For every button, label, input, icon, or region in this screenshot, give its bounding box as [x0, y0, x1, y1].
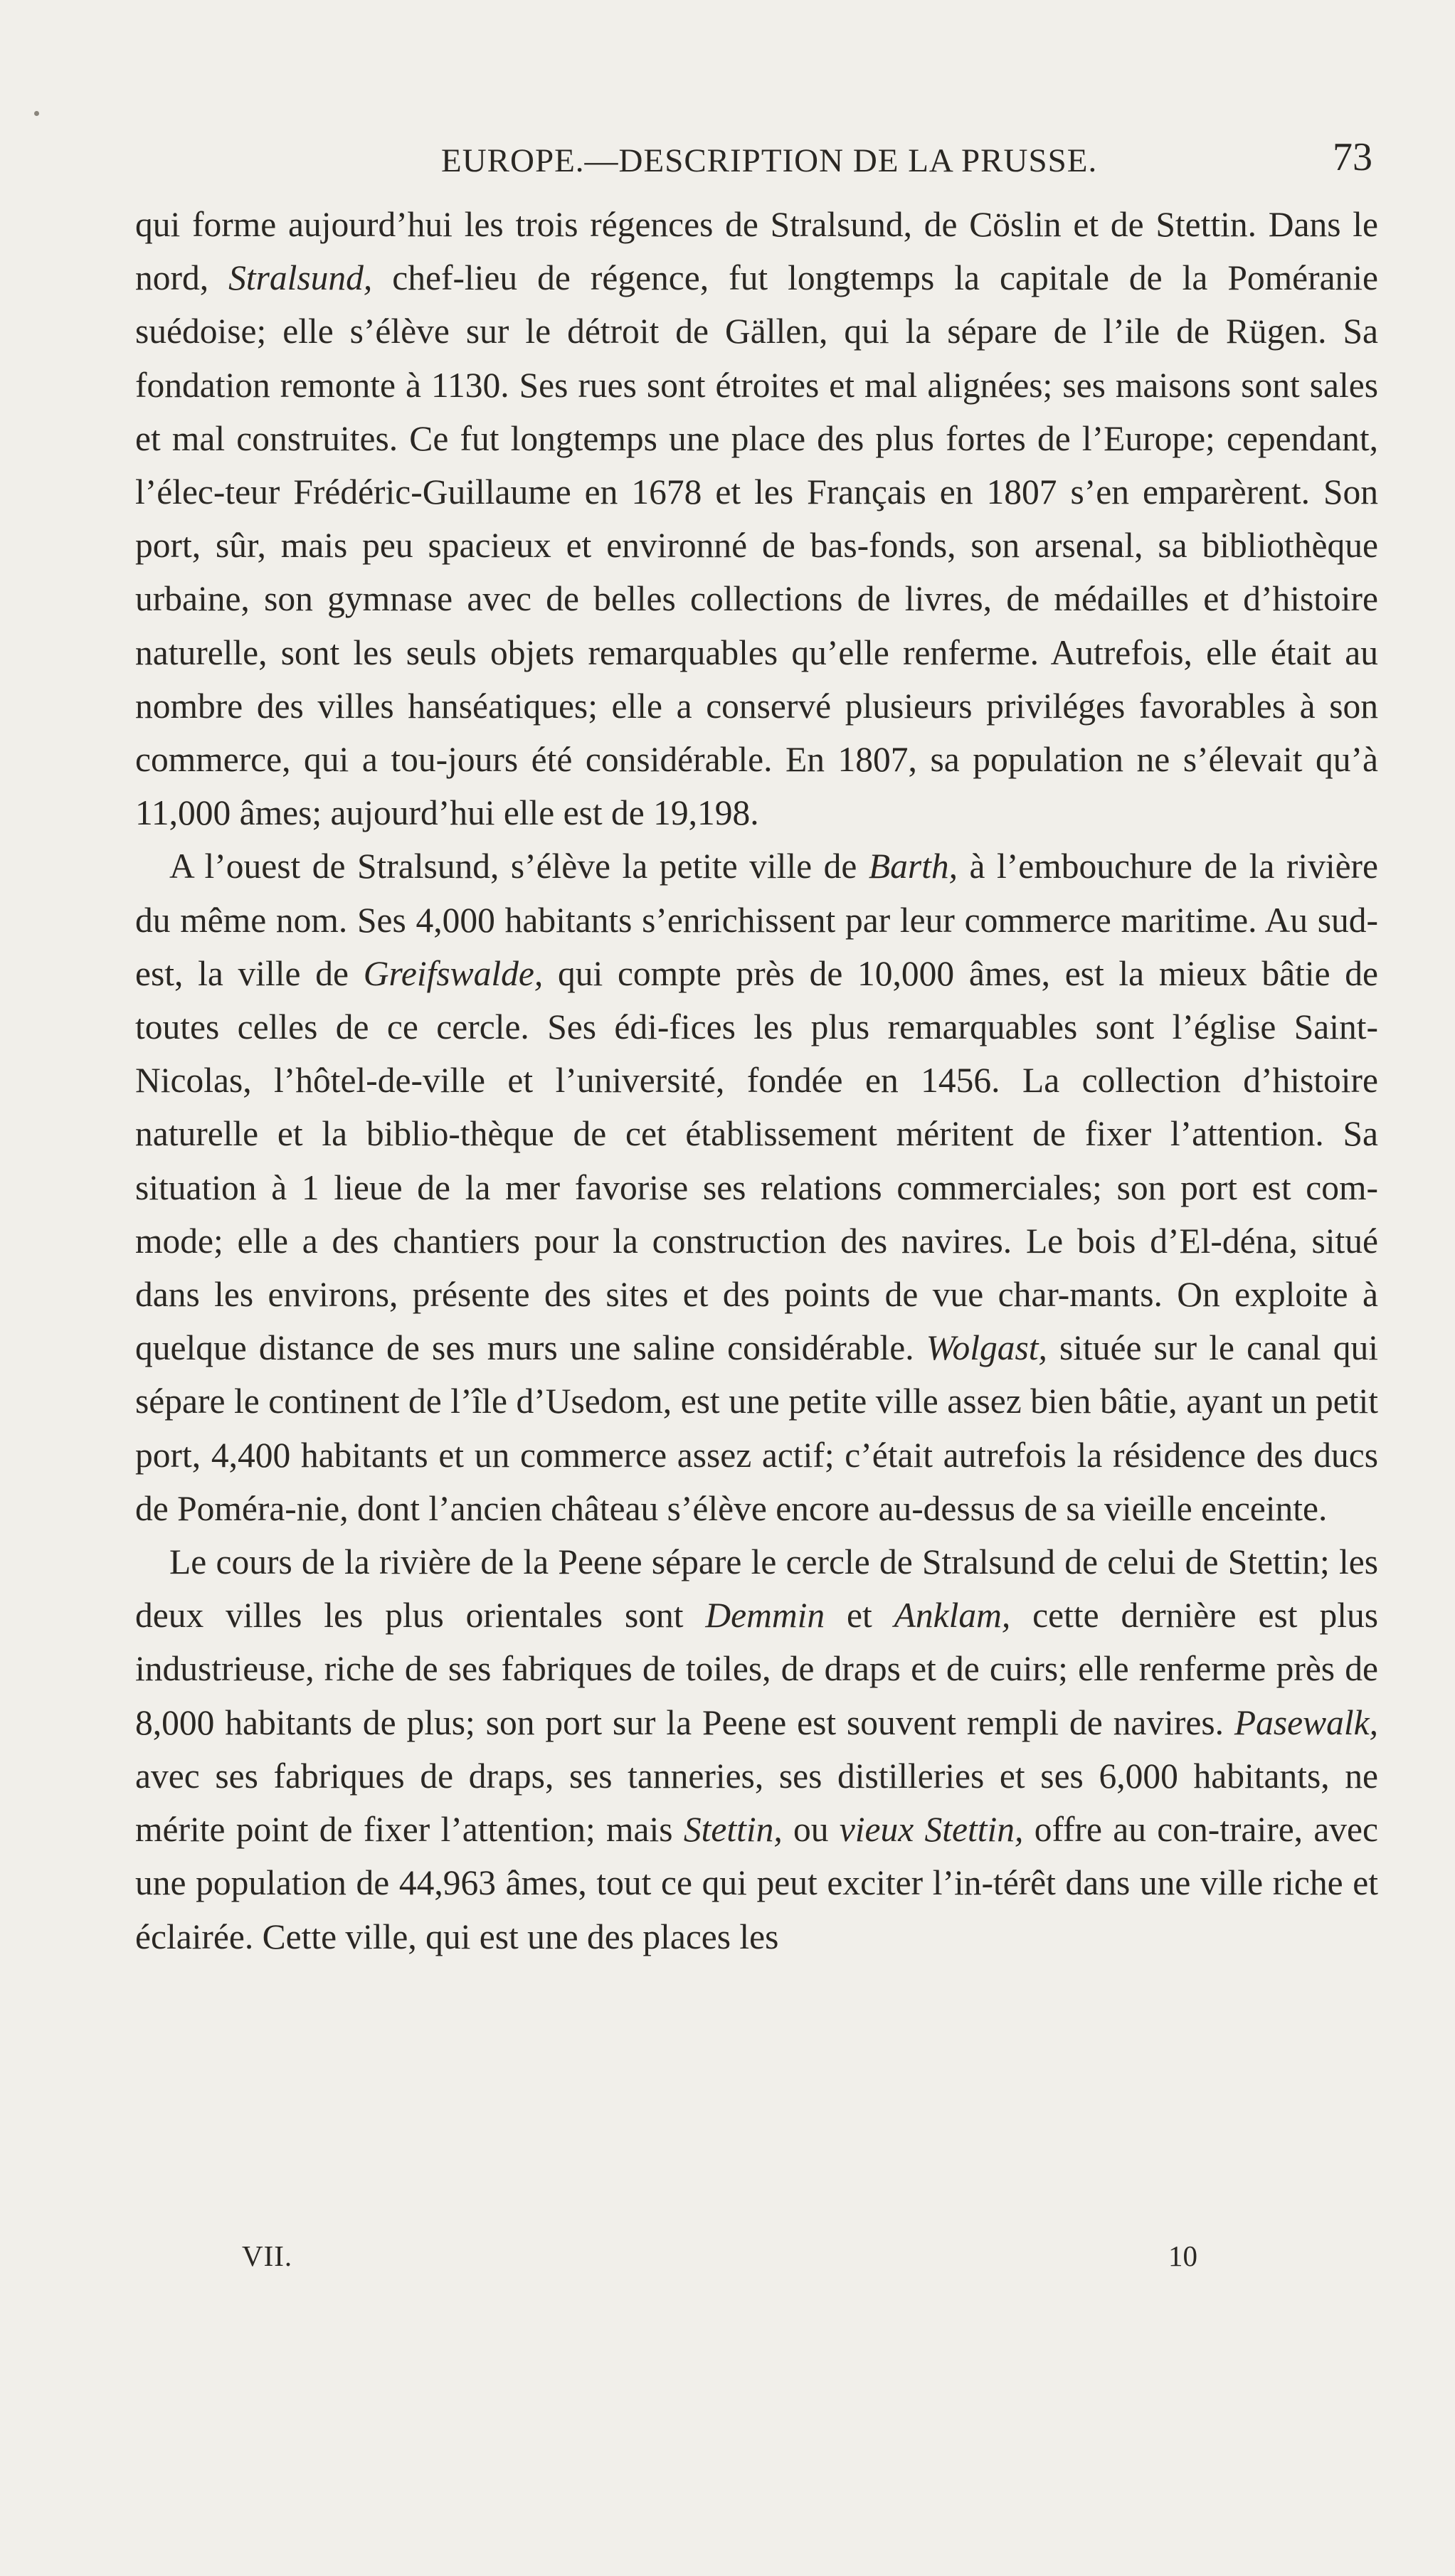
place-name: Pasewalk,	[1234, 1702, 1378, 1742]
text-run: chef-lieu de régence, fut longtemps la capitale de la Poméranie suédoise; elle s’élève sur le détroit de Gällen, qui la sépare de l’ile de Rügen. Sa fondation remonte à 1130. Ses rues sont étroites et mal alignées; ses maisons sont sales et mal construites. Ce fut longtemps une place des plus fortes de l’Europe; cependant, l’élec-teur Frédéric-Guillaume en 1678 et les Français en 1807 s’en emparèrent. Son port, sûr, mais peu spacieux et environné de bas-fonds, son arsenal, sa bibliothèque urbaine, son gymnase avec de belles collections de livres, de médailles et d’histoire naturelle, sont les seuls objets remarquables qu’elle renferme. Autrefois, elle était au nombre des villes hanséatiques; elle a conservé plusieurs priviléges favorables à son commerce, qui a tou-jours été considérable. En 1807, sa population ne s’élevait qu’à 11,000 âmes; aujourd’hui elle est de 19,198.	[135, 258, 1379, 833]
text-run: Le cours de la rivière de la Peene sépare le cercle de Stralsund de celui de Stettin; les deux villes les plus orientales sont	[135, 1542, 1378, 1636]
running-title: EUROPE.—DESCRIPTION DE LA PRUSSE.	[441, 142, 1098, 179]
text-run: avec ses fabriques de draps, ses tanneries, ses distilleries et ses 6,000 habitants, ne mérite point de fixer l’attention; mais	[135, 1756, 1378, 1850]
paper-speck	[34, 111, 39, 116]
page-footer	[135, 2239, 1378, 2281]
place-name: Stralsund,	[228, 258, 373, 298]
text-run: à l’embouchure de la rivière du même nom. Ses 4,000 habitants s’enrichissent par leur commerce maritime. Au sud-est, la ville de	[135, 847, 1378, 993]
text-run: offre au con-traire, avec une population de 44,963 âmes, tout ce qui peut exciter l’in-térêt dans une ville riche et éclairée. Cette ville, qui est une des places les	[135, 1810, 1379, 1956]
text-run: cette dernière est plus industrieuse, riche de ses fabriques de toiles, de draps et de cuirs; elle renferme près de 8,000 habitants de plus; son port sur la Peene est souvent rempli de navires.	[135, 1596, 1378, 1742]
text-run: A l’ouest de Stralsund, s’élève la petite ville de	[169, 847, 869, 886]
place-name: Demmin	[705, 1596, 825, 1636]
signature-mark: VII.	[242, 2240, 293, 2272]
place-name: Barth,	[868, 847, 958, 886]
body-text	[135, 198, 1378, 1963]
text-run: située sur le canal qui sépare le continent de l’île d’Usedom, est une petite ville assez bien bâtie, ayant un petit port, 4,400 habitants et un commerce assez actif; c’était autrefois la résidence des ducs de Poméra-nie, dont l’ancien château s’élève encore au-dessus de sa vieille enceinte.	[135, 1328, 1378, 1528]
paragraph-3	[135, 1535, 1378, 1963]
place-name: Wolgast,	[926, 1328, 1047, 1368]
text-run: qui compte près de 10,000 âmes, est la mieux bâtie de toutes celles de ce cercle. Ses édi-fices les plus remarquables sont l’église Saint-Nicolas, l’hôtel-de-ville et l’université, fondée en 1456. La collection d’histoire naturelle et la biblio-thèque de cet établissement méritent de fixer l’attention. Sa situation à 1 lieue de la mer favorise ses relations commerciales; son port est com-mode; elle a des chantiers pour la construction des navires. Le bois d’El-déna, situé dans les environs, présente des sites et des points de vue char-mants. On exploite à quelque distance de ses murs une saline considérable.	[135, 953, 1378, 1368]
place-name: Stettin,	[683, 1810, 783, 1850]
place-name: Anklam,	[894, 1596, 1011, 1636]
page-header	[135, 132, 1377, 181]
text-run: qui forme aujourd’hui les trois régences de Stralsund, de Cöslin et de Stettin. Dans le nord,	[135, 205, 1378, 298]
text-run: ou	[782, 1810, 840, 1850]
paragraph-1	[135, 198, 1378, 839]
text-run: et	[825, 1596, 894, 1636]
place-name: vieux Stettin,	[839, 1810, 1024, 1850]
paragraph-2	[135, 839, 1378, 1535]
sheet-number: 10	[1168, 2240, 1197, 2272]
page-number: 73	[1333, 135, 1372, 179]
place-name: Greifswalde,	[363, 953, 544, 993]
